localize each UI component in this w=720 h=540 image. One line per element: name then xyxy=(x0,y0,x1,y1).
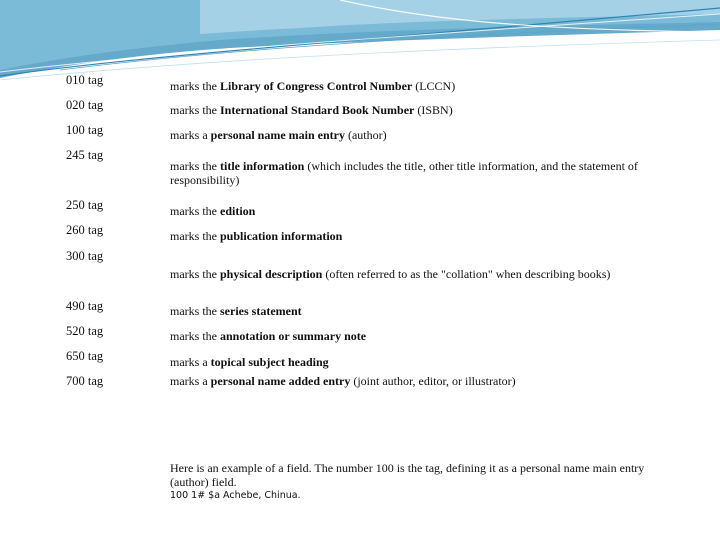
tag-260: 260 tag xyxy=(66,223,104,237)
tag-245: 245 tag xyxy=(66,148,104,162)
tag-700: 700 tag xyxy=(66,374,104,388)
desc-520: marks the annotation or summary note xyxy=(170,329,367,343)
desc-010: marks the Library of Congress Control Number (LCCN) xyxy=(170,79,456,93)
tag-020: 020 tag xyxy=(66,98,104,112)
desc-700: marks a personal name added entry (joint author, editor, or illustrator) xyxy=(170,374,516,388)
tag-650: 650 tag xyxy=(66,349,104,363)
tag-250: 250 tag xyxy=(66,198,104,212)
desc-020: marks the International Standard Book Number (ISBN) xyxy=(170,103,453,117)
tag-490: 490 tag xyxy=(66,299,104,313)
desc-245: marks the title information (which includes the title, other title information, and the statement of responsibility) xyxy=(170,159,638,187)
tag-100: 100 tag xyxy=(66,123,104,137)
desc-260: marks the publication information xyxy=(170,229,343,243)
desc-100: marks a personal name main entry (author) xyxy=(170,128,387,142)
desc-250: marks the edition xyxy=(170,204,256,218)
desc-490: marks the series statement xyxy=(170,304,302,318)
tag-300: 300 tag xyxy=(66,249,104,263)
example-description: Here is an example of a field. The number 100 is the tag, defining it as a personal name main entry (author) field. xyxy=(170,461,645,489)
desc-650: marks a topical subject heading xyxy=(170,355,329,369)
tag-010: 010 tag xyxy=(66,73,104,87)
desc-300: marks the physical description (often referred to as the "collation" when describing books) xyxy=(170,267,611,281)
example-field-code: 100 1# $a Achebe, Chinua. xyxy=(170,490,301,501)
tag-520: 520 tag xyxy=(66,324,104,338)
